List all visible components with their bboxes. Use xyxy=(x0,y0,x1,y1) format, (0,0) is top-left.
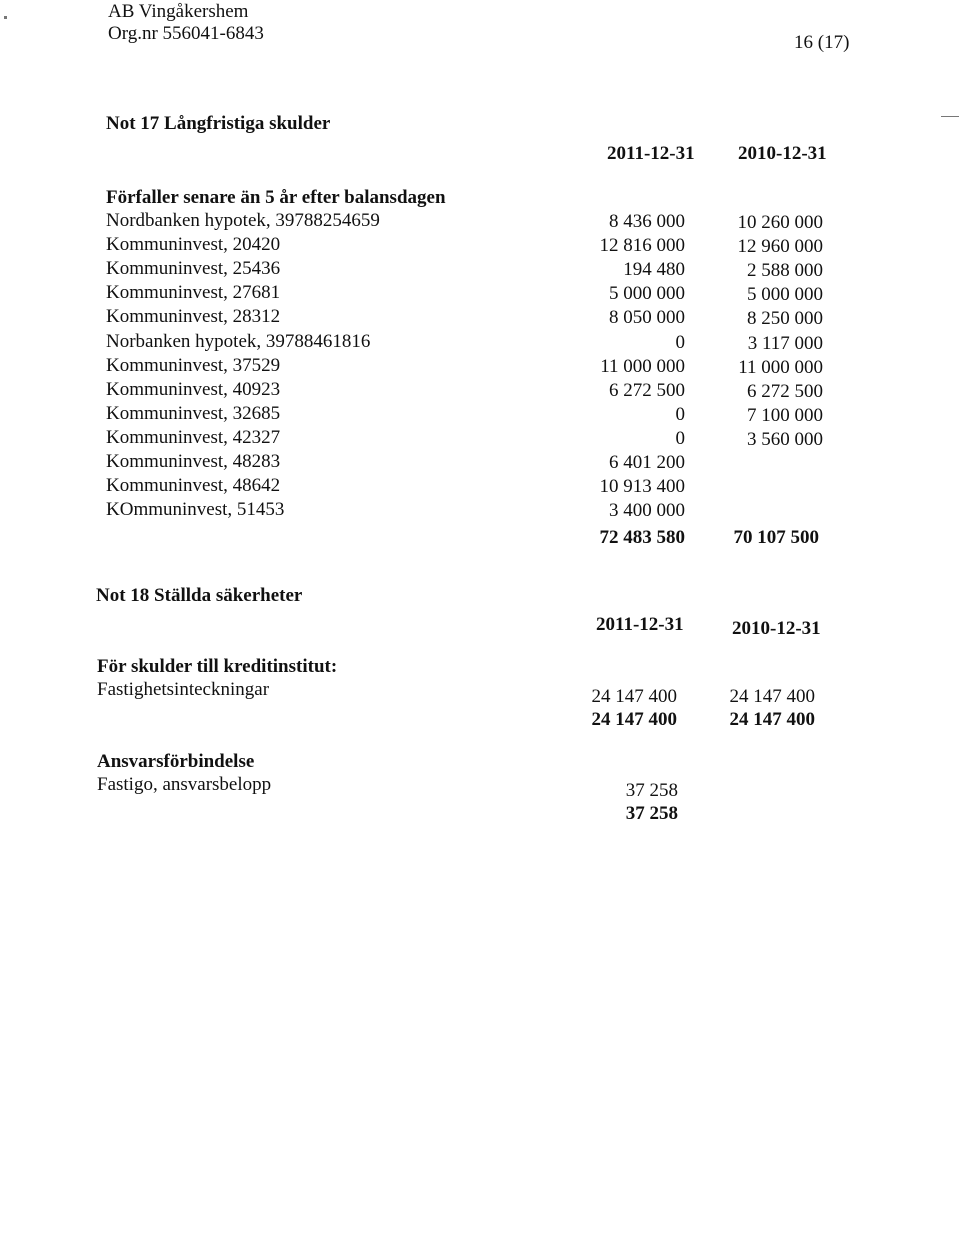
note18-row-value-2011: 24 147 400 xyxy=(591,686,677,707)
note18-title: Not 18 Ställda säkerheter xyxy=(96,585,303,606)
note18-col-2010: 2010-12-31 xyxy=(732,618,821,639)
note18-row-label: Fastighetsinteckningar xyxy=(97,679,270,700)
loan-row-value-2010: 8 250 000 xyxy=(747,308,823,329)
loan-row-value-2010: 2 588 000 xyxy=(747,260,823,281)
loan-row-value-2011: 6 272 500 xyxy=(609,380,685,401)
loan-row-value-2011: 194 480 xyxy=(623,259,685,280)
note17-col-2010: 2010-12-31 xyxy=(738,143,827,164)
note17-section-title: Förfaller senare än 5 år efter balansdagen xyxy=(106,187,446,208)
loan-row-value-2010: 7 100 000 xyxy=(747,405,823,426)
note17-col-2011: 2011-12-31 xyxy=(607,143,695,164)
loan-row-value-2010: 11 000 000 xyxy=(738,357,823,378)
loan-row-label: Kommuninvest, 28312 xyxy=(106,306,281,327)
note18-section-liability: Ansvarsförbindelse xyxy=(97,751,255,772)
loan-row-value-2011: 0 xyxy=(675,404,685,425)
loan-row-value-2010: 12 960 000 xyxy=(737,236,823,257)
scan-speck xyxy=(4,16,7,19)
loan-row-value-2010: 10 260 000 xyxy=(737,212,823,233)
note18-sum-2011: 24 147 400 xyxy=(591,709,677,730)
loan-row-value-2010: 6 272 500 xyxy=(747,381,823,402)
note18-section-credit: För skulder till kreditinstitut: xyxy=(97,656,338,677)
loan-row-value-2011: 8 436 000 xyxy=(609,211,685,232)
loan-row-value-2011: 8 050 000 xyxy=(609,307,685,328)
loan-row-value-2011: 0 xyxy=(675,332,685,353)
note18-row-value-2010: 24 147 400 xyxy=(729,686,815,707)
loan-row-label: Nordbanken hypotek, 39788254659 xyxy=(106,210,380,231)
loan-row-label: Kommuninvest, 20420 xyxy=(106,234,281,255)
scan-mark xyxy=(941,116,959,117)
loan-row-value-2011: 3 400 000 xyxy=(609,500,685,521)
loan-row-label: Kommuninvest, 37529 xyxy=(106,355,281,376)
loan-row-value-2010: 3 117 000 xyxy=(747,333,823,354)
loan-row-label: Kommuninvest, 48642 xyxy=(106,475,281,496)
loan-row-label: Kommuninvest, 48283 xyxy=(106,451,281,472)
note17-title: Not 17 Långfristiga skulder xyxy=(106,113,331,134)
loan-row-label: Kommuninvest, 42327 xyxy=(106,427,281,448)
note17-rows xyxy=(106,209,826,529)
note18-liability-sum: 37 258 xyxy=(625,803,678,824)
note18-liability-value: 37 258 xyxy=(625,780,678,801)
note17-total-2011: 72 483 580 xyxy=(599,527,685,548)
org-number: Org.nr 556041-6843 xyxy=(108,23,264,44)
note18-liability-label: Fastigo, ansvarsbelopp xyxy=(97,774,272,795)
note17-total-2010: 70 107 500 xyxy=(733,527,819,548)
loan-row-value-2011: 5 000 000 xyxy=(609,283,685,304)
loan-row-label: Kommuninvest, 27681 xyxy=(106,282,281,303)
loan-row-value-2010: 5 000 000 xyxy=(747,284,823,305)
note18-col-2011: 2011-12-31 xyxy=(596,614,684,635)
page-number: 16 (17) xyxy=(794,32,850,53)
loan-row-label: Kommuninvest, 32685 xyxy=(106,403,281,424)
loan-row-value-2011: 11 000 000 xyxy=(600,356,685,377)
note18-sum-2010: 24 147 400 xyxy=(729,709,815,730)
loan-row-label: Norbanken hypotek, 39788461816 xyxy=(106,331,371,352)
loan-row-label: KOmmuninvest, 51453 xyxy=(106,499,285,520)
loan-row-label: Kommuninvest, 25436 xyxy=(106,258,281,279)
loan-row-value-2011: 6 401 200 xyxy=(609,452,685,473)
loan-row-value-2011: 10 913 400 xyxy=(599,476,685,497)
loan-row-value-2010: 3 560 000 xyxy=(747,429,823,450)
loan-row-value-2011: 0 xyxy=(675,428,685,449)
loan-row-value-2011: 12 816 000 xyxy=(599,235,685,256)
loan-row-label: Kommuninvest, 40923 xyxy=(106,379,281,400)
company-name: AB Vingåkershem xyxy=(108,1,249,22)
